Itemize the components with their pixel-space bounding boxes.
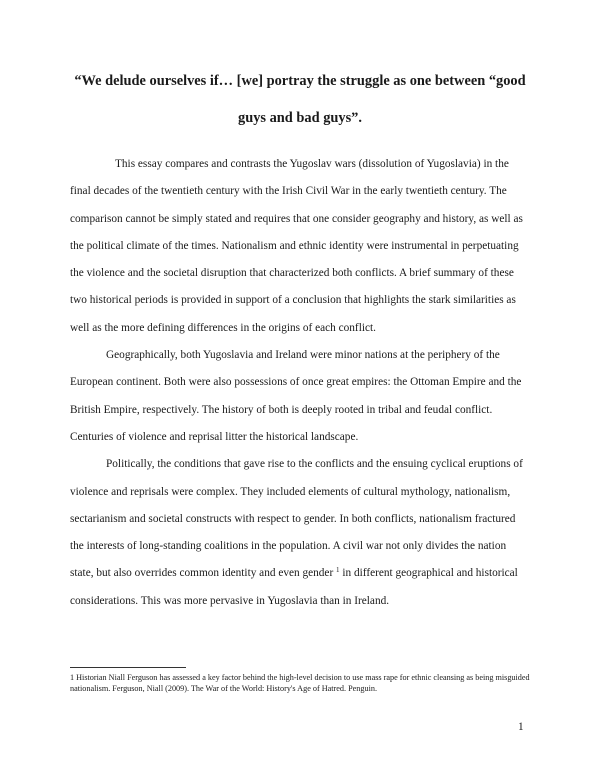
essay-body [70,151,532,615]
page-number: 1 [518,721,524,733]
paragraph-politics-continuation: in different geographical and historical considerations. This was more pervasive in Yugoslavia than in Ireland. [70,567,518,607]
title-line-2: guys and bad guys”. [238,110,362,126]
paragraph-introduction: This essay compares and contrasts the Yugoslav wars (dissolution of Yugoslavia) in the final decades of the twentieth century with the Irish Civil War in the early twentieth century. The comparison cannot be simply stated and requires that one consider geography and history, as well as the political climate of the times. Nationalism and ethnic identity were instrumental in perpetuating the violence and the societal disruption that characterized both conflicts. A brief summary of these two historical periods is provided in support of a conclusion that highlights the stark similarities as well as the more defining differences in the origins of each conflict. [70,158,523,334]
paragraph-politics [70,451,532,615]
footnote-reference[interactable]: 1 [336,566,340,575]
title-line-1: “We delude ourselves if… [we] portray the struggle as one between “good [74,73,526,89]
paragraph-geography: Geographically, both Yugoslavia and Ireland were minor nations at the periphery of the European continent. Both were also possessions of once great empires: the Ottoman Empire and the British Empire, respectively. The history of both is deeply rooted in tribal and feudal conflict. Centuries of violence and reprisal litter the historical landscape. [70,349,522,443]
essay-title [70,63,530,137]
footnote-separator [70,667,186,668]
paragraph-politics-text: Politically, the conditions that gave rise to the conflicts and the ensuing cyclical eruptions of violence and reprisals were complex. They included elements of cultural mythology, nationalism, sectarianism and societal constructs with respect to gender. In both conflicts, nationalism fractured the interests of long-standing coalitions in the population. A civil war not only divides the nation state, but also overrides common identity and even gender [70,458,523,580]
footnote: 1 Historian Niall Ferguson has assessed a key factor behind the high-level decision to use mass rape for ethnic cleansing as being misguided nationalism. Ferguson, Niall (2009). The War of the World: History's Age of Hatred. Penguin. [70,673,530,693]
